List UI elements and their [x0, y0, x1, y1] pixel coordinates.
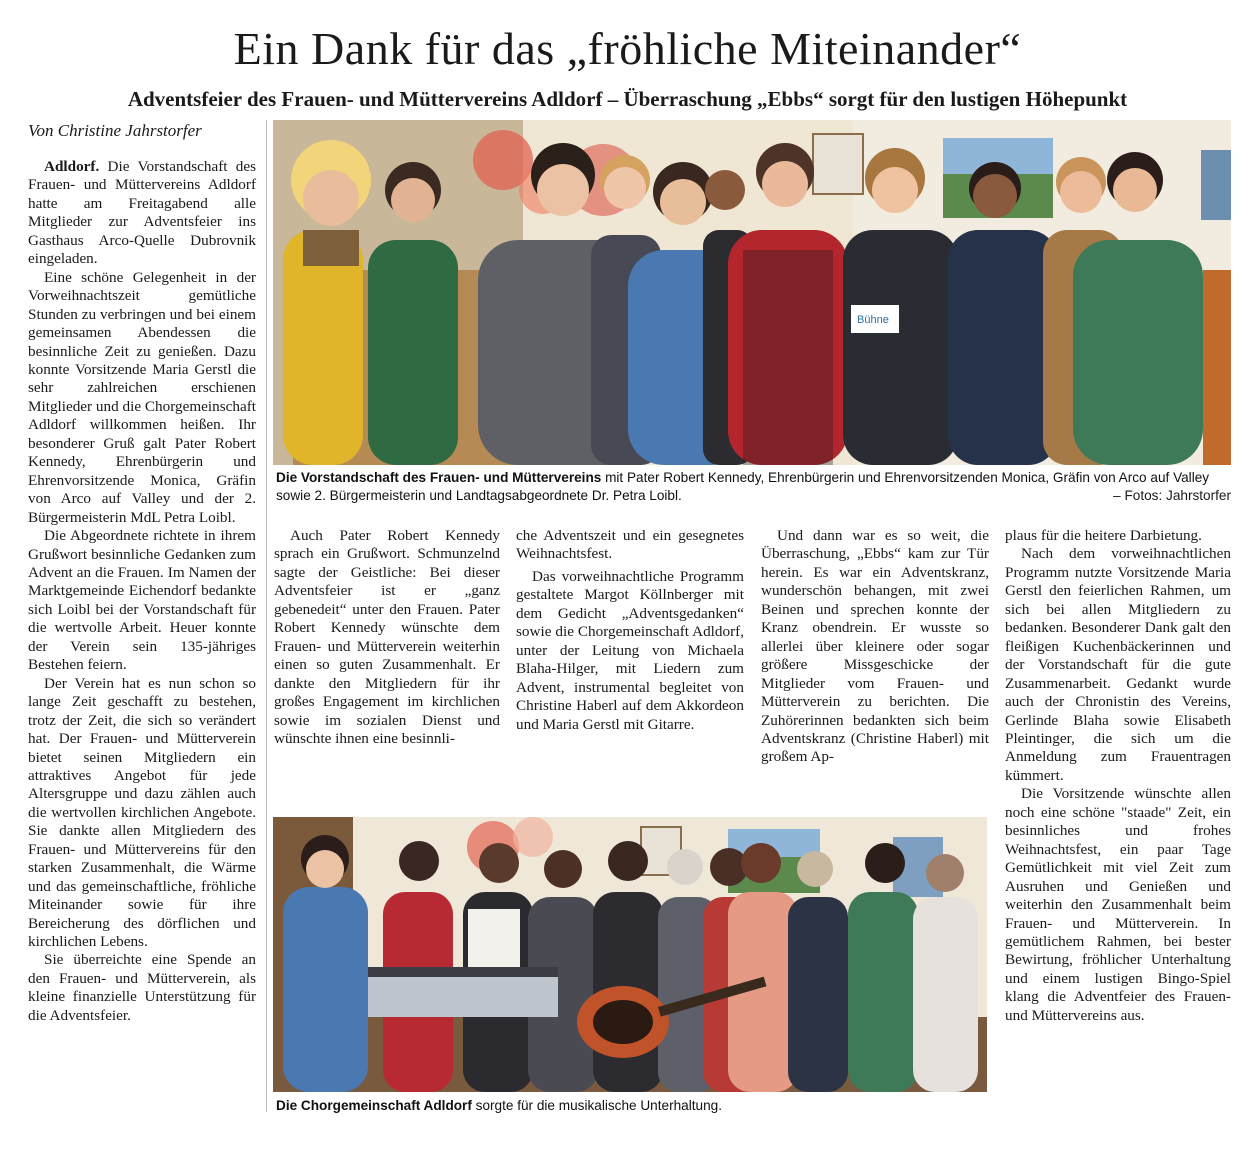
photo-chorgemeinschaft: [273, 817, 987, 1092]
photo-vorstandschaft: [273, 120, 1231, 465]
caption-bold: Die Vorstandschaft des Frauen- und Müttervereins: [276, 470, 602, 485]
paragraph-text: Die Vorstandschaft des Frauen- und Müttervereins Adldorf hatte am Freitagabend alle Mitglieder zur Adventsfeier ins Gasthaus Arco-Quelle Dubrovnik eingeladen.: [28, 158, 256, 268]
article-paragraph: Das vorweihnachtliche Programm gestaltete Margot Köllnberger mit dem Gedicht „Adventsgedanken“ sowie die Chorgemeinschaft Adldorf, unter der Leitung von Michaela Blaha-Hilger, mit Liedern zum Advent, instrumental begleitet von Christine Haberl auf dem Akkordeon und Maria Gerstl mit Gitarre.: [516, 567, 744, 733]
caption-text: mit Pater Robert Kennedy, Ehrenbürgerin und Ehrenvorsitzenden Monica, Gräfin von Arco auf Valley sowie 2. Bürgermeisterin und Landtagsabgeordnete Dr. Petra Loibl.: [276, 470, 1210, 503]
article-paragraph: Auch Pater Robert Kennedy sprach ein Grußwort. Schmunzelnd sagte der Geistliche: Bei dieser Adventsfeier ist er „ganz gebenedeit“ unter den Frauen. Pater Robert Kennedy wünschte dem Frauen- und Mütterverein weiterhin einen so guten Zusammenhalt. Er dankte den Mitgliedern für ihr großes Engagement im kirchlichen sowie im sozialen Dienst und wünschte ihnen eine besinnli-: [274, 527, 500, 747]
article-paragraph: Nach dem vorweihnachtlichen Programm nutzte Vorsitzende Maria Gerstl den feierlichen Rahmen, um sich bei allen Mitgliedern zu bedanken. Besonderer Dank galt den fleißigen Kuchenbäckerinnen und der Vorstandschaft für die gute Zusammenarbeit. Gedankt wurde auch der Chronistin des Vereins, Gerlinde Blaha sowie Elisabeth Pleintinger, die sich um die Anmeldung zum Frauentragen kümmert.: [1005, 545, 1231, 784]
article-column-1: [28, 158, 256, 1025]
article-paragraph: Sie überreichte eine Spende an den Frauen- und Mütterverein, als kleine finanzielle Unterstützung für die Adventsfeier.: [28, 951, 256, 1024]
article-column-4: [761, 527, 989, 767]
column-divider: [266, 120, 267, 1112]
article-paragraph: che Adventszeit und ein gesegnetes Weihnachtsfest.: [516, 527, 744, 563]
headline: Ein Dank für das „fröhliche Miteinander“: [233, 23, 1022, 74]
photo-gift-card-text: Bühne: [857, 314, 889, 326]
article-paragraph: Die Abgeordnete richtete in ihrem Grußwort besinnliche Gedanken zum Advent an die Frauen. Im Namen der Marktgemeinde Eichendorf bedankte sich Loibl bei der Vorstandschaft für die wertvolle Arbeit. Heuer konnte der Verein sein 135-jähriges Bestehen feiern.: [28, 527, 256, 674]
dateline-place: Adldorf.: [44, 158, 100, 175]
article-paragraph: Eine schöne Gelegenheit in der Vorweihnachtszeit gemütliche Stunden zu verbringen und bei einem gemeinsamen Abendessen die besinnliche Zeit zu genießen. Dazu konnte Vorsitzende Maria Gerstl die sehr zahlreichen erschienen Mitglieder und die Chorgemeinschaft Adldorf willkommen heißen. Ihr besonderer Gruß galt Pater Robert Kennedy, Ehrenbürgerin und Ehrenvorsitzende Monica, Gräfin von Arco auf Valley und der 2. Bürgermeisterin MdL Petra Loibl.: [28, 268, 256, 526]
caption-text: sorgte für die musikalische Unterhaltung.: [471, 1098, 722, 1113]
photo-vorstandschaft-illustration: [273, 120, 1231, 465]
photo-credit: – Fotos: Jahrstorfer: [1113, 488, 1231, 503]
photo-chorgemeinschaft-illustration: [273, 817, 987, 1092]
subheadline: Adventsfeier des Frauen- und Müttervereins Adldorf – Überraschung „Ebbs“ sorgt für den lustigen Höhepunkt: [127, 87, 1128, 111]
article-paragraph: Der Verein hat es nun schon so lange Zeit geschafft zu bestehen, trotz der Zeit, die sich so verändert hat. Der Frauen- und Mütterverein bietet seinen Mitgliedern ein attraktives Angebot für jede Altersgruppe und dazu zählen auch die wertvollen kirchlichen Angebote. Sie dankte allen Mitgliedern des Frauen- und Müttervereins für den starken Zusammenhalt, die Wärme und das gemeinschaftliche, fröhliche Miteinander sowie für ihre Bereicherung des dörflichen und kirchlichen Lebens.: [28, 674, 256, 951]
byline: Von Christine Jahrstorfer: [28, 121, 202, 140]
article-paragraph: plaus für die heitere Darbietung.: [1005, 527, 1202, 544]
photo-vorstandschaft-caption: [276, 469, 1231, 505]
article-column-3: [516, 527, 744, 734]
article-paragraph: [28, 158, 256, 269]
article-paragraph: Und dann war es so weit, die Überraschung, „Ebbs“ kam zur Tür herein. Es war ein Adventskranz, wunderschön behangen, mit zwei Beinen und sprechen konnte der Kranz obendrein. Er wusste so allerlei über kleinere oder sogar größere Missgeschicke der Mitglieder vom Frauen- und Mütterverein zu berichten. Die Zuhörerinnen bedankten sich beim Adventskranz (Christine Haberl) mit großem Ap-: [761, 527, 989, 766]
article-paragraph: Die Vorsitzende wünschte allen noch eine schöne "staade" Zeit, ein besinnliches und frohes Weihnachtsfest, ein paar Tage Gemütlichkeit mit viel Zeit zum Ausruhen und Genießen und weiterhin den Zusammenhalt beim Frauen- und Mütterverein. In gemütlichem Rahmen, bei bester Bewirtung, fröhlicher Unterhaltung und einem lustigen Bingo-Spiel klang die Adventfeier des Frauen- und Müttervereins aus.: [1005, 785, 1231, 1024]
photo-chorgemeinschaft-caption: [276, 1097, 990, 1115]
caption-bold: Die Chorgemeinschaft Adldorf: [276, 1098, 472, 1113]
article-column-5: [1005, 527, 1231, 1025]
article-column-2: [274, 527, 500, 748]
